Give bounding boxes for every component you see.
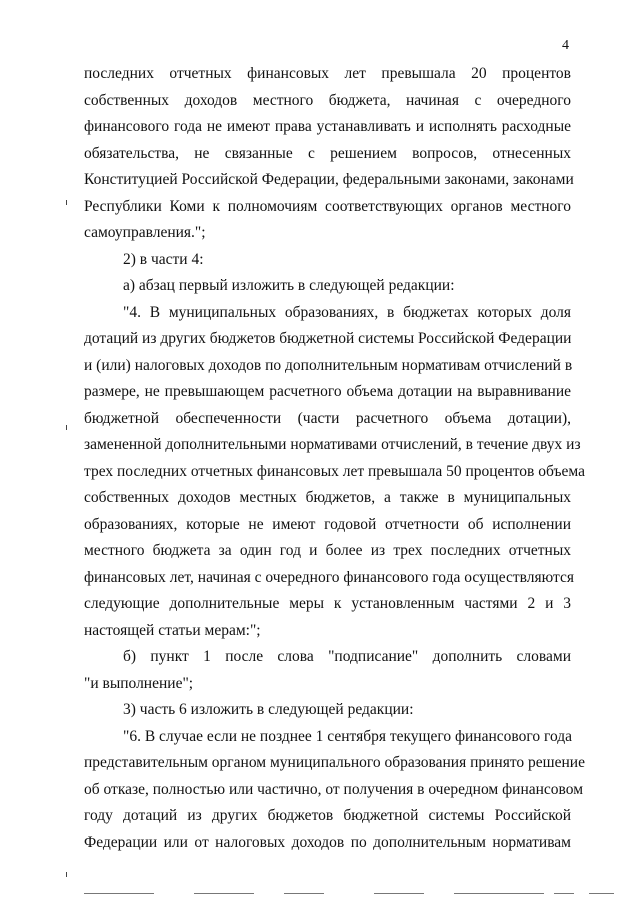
text-line: дотаций из других бюджетов бюджетной системы Российской Федерации [84,330,572,347]
text-line: об отказе, полностью или частично, от получения в очередном финансовом [84,780,584,798]
text-line: а) абзац первый изложить в следующей редакции: [123,277,455,294]
text-line: трех последних отчетных финансовых лет превышала 50 процентов объема [84,462,585,480]
text-line: замененной дополнительными нормативами отчислений, в течение двух из [84,436,581,453]
text-line: последних отчетных финансовых лет превышала 20 процентов [84,65,571,82]
text-line: "и выполнение"; [84,674,194,692]
text-line: 2) в части 4: [123,250,204,268]
scan-mark [66,200,67,205]
text-line: финансовых лет, начиная с очередного финансового года осуществляются [84,568,574,586]
scan-mark [66,425,67,430]
text-line: 3) часть 6 изложить в следующей редакции: [123,701,414,718]
text-line: собственных доходов местных бюджетов, а также в муниципальных [84,489,571,506]
text-line: Республики Коми к полномочиям соответствующих органов местного [84,197,571,215]
text-line: Федерации или от налоговых доходов по дополнительным нормативам [84,833,571,851]
text-line: "6. В случае если не позднее 1 сентября текущего финансового года [123,727,573,745]
text-line: настоящей статьи мерам:"; [84,621,261,639]
text-line: самоуправления."; [84,224,206,241]
text-line: обязательства, не связанные с решением вопросов, отнесенных [84,144,571,162]
text-line: местного бюджета за один год и более из трех последних отчетных [84,542,571,559]
scan-mark [66,872,67,877]
text-line: "4. В муниципальных образованиях, в бюджетах которых доля [123,303,571,321]
text-line: Конституцией Российской Федерации, федеральными законами, законами [84,171,574,188]
document-body [84,61,585,856]
text-line: году дотаций из других бюджетов бюджетной системы Российской [84,807,571,824]
text-line: образованиях, которые не имеют годовой отчетности об исполнении [84,515,571,533]
text-line: и (или) налоговых доходов по дополнительным нормативам отчислений в [84,356,573,374]
text-line: б) пункт 1 после слова "подписание" дополнить словами [123,648,571,665]
page-number: 4 [562,38,569,53]
text-line: следующие дополнительные меры к установленным частями 2 и 3 [84,595,571,612]
text-line: представительным органом муниципального образования принято решение [84,754,585,771]
text-line: финансового года не имеют права устанавливать и исполнять расходные [84,118,571,135]
text-line: размере, не превышающем расчетного объема дотации на выравнивание [84,383,571,400]
text-line: собственных доходов местного бюджета, начиная с очередного [84,91,571,109]
scan-bottom-line [84,893,614,895]
text-line: бюджетной обеспеченности (части расчетного объема дотации), [84,409,571,427]
